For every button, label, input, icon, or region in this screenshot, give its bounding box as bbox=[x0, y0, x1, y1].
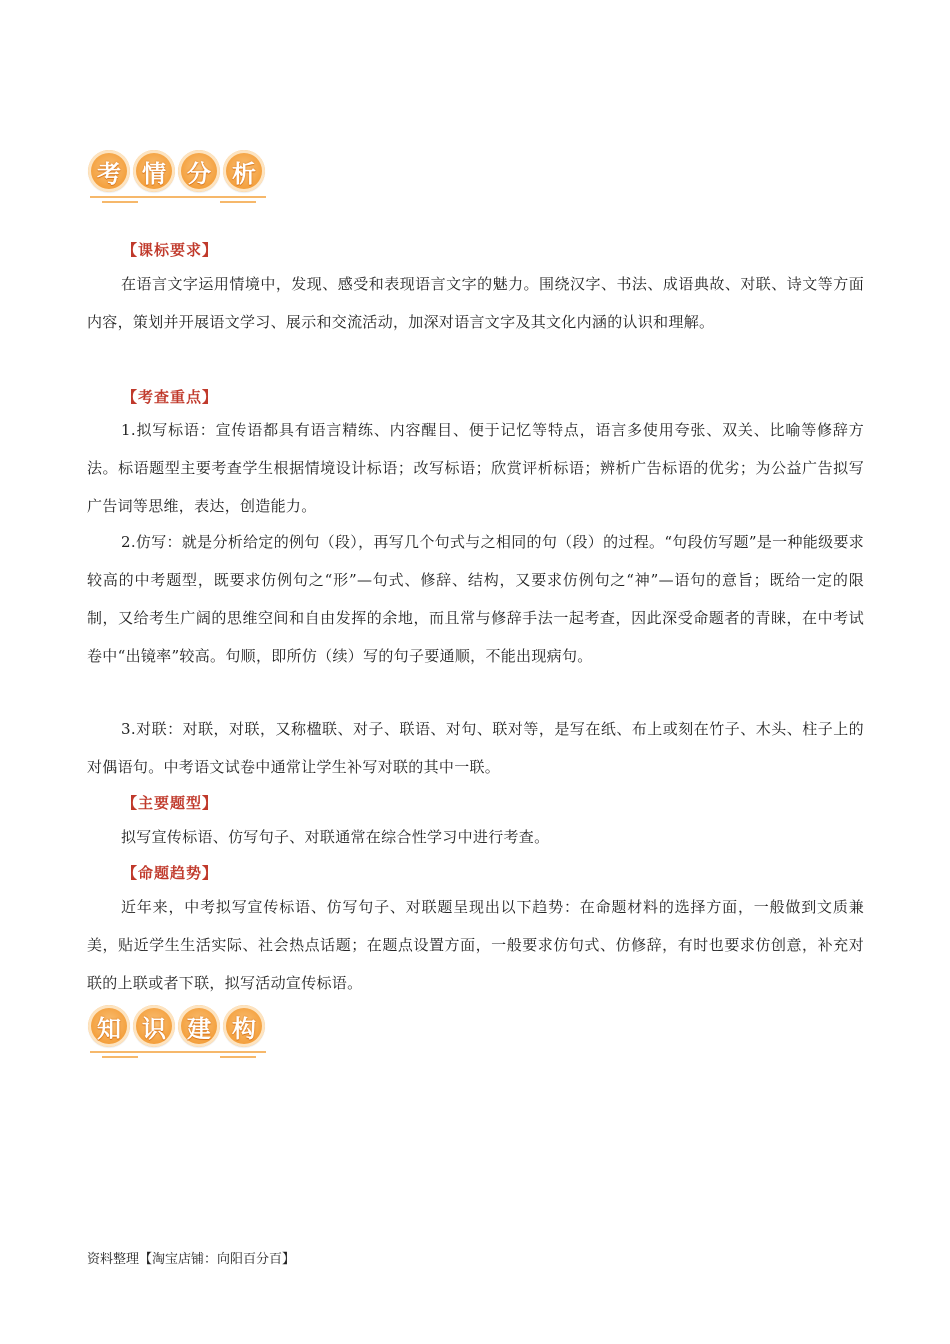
banner-char: 建 bbox=[178, 1005, 220, 1047]
paragraph-focus-3: 3.对联：对联，对联，又称楹联、对子、联语、对句、联对等，是写在纸、布上或刻在竹子、木头、柱子上的对偶语句。中考语文试卷中通常让学生补写对联的其中一联。 bbox=[87, 720, 864, 776]
banner-char: 知 bbox=[88, 1005, 130, 1047]
paragraph-trend: 近年来，中考拟写宣传标语、仿写句子、对联题呈现出以下趋势：在命题材料的选择方面，一般做到文质兼美，贴近学生生活实际、社会热点话题；在题点设置方面，一般要求仿句式、仿修辞，有时也要求仿创意，补充对联的上联或者下联，拟写活动宣传标语。 bbox=[87, 898, 864, 992]
paragraph-types: 拟写宣传标语、仿写句子、对联通常在综合性学习中进行考查。 bbox=[121, 828, 550, 846]
paragraph-focus-2: 2.仿写：就是分析给定的例句（段），再写几个句式与之相同的句（段）的过程。“句段仿写题”是一种能级要求较高的中考题型，既要求仿例句之“形”—句式、修辞、结构，又要求仿例句之“神”—语句的意旨；既给一定的限制，又给考生广阔的思维空间和自由发挥的余地，而且常与修辞手法一起考查，因此深受命题者的青睐，在中考试卷中“出镜率”较高。句顺，即所仿（续）写的句子要通顺，不能出现病句。 bbox=[87, 533, 864, 665]
banner-char: 情 bbox=[133, 150, 175, 192]
banner-char: 分 bbox=[178, 150, 220, 192]
banner-char: 考 bbox=[88, 150, 130, 192]
paragraph-focus-1: 1.拟写标语：宣传语都具有语言精练、内容醒目、便于记忆等特点，语言多使用夸张、双关、比喻等修辞方法。标语题型主要考查学生根据情境设计标语；改写标语；欣赏评析标语；辨析广告标语的优劣；为公益广告拟写广告词等思维，表达，创造能力。 bbox=[87, 421, 864, 515]
section-banner-knowledge bbox=[88, 1005, 273, 1063]
paragraph-standard: 在语言文字运用情境中，发现、感受和表现语言文字的魅力。围绕汉字、书法、成语典故、对联、诗文等方面内容，策划并开展语文学习、展示和交流活动，加深对语言文字及其文化内涵的认识和理解。 bbox=[87, 275, 864, 331]
banner-char: 构 bbox=[223, 1005, 265, 1047]
footer-note: 资料整理【淘宝店铺：向阳百分百】 bbox=[87, 1252, 296, 1267]
banner-char: 析 bbox=[223, 150, 265, 192]
heading-focus: 【考查重点】 bbox=[122, 388, 219, 406]
banner-char: 识 bbox=[133, 1005, 175, 1047]
heading-standard: 【课标要求】 bbox=[122, 241, 219, 259]
section-banner-analysis bbox=[88, 150, 273, 208]
banner-underline bbox=[90, 1049, 266, 1059]
banner-underline bbox=[90, 194, 266, 204]
heading-types: 【主要题型】 bbox=[122, 794, 219, 812]
heading-trend: 【命题趋势】 bbox=[122, 864, 219, 882]
